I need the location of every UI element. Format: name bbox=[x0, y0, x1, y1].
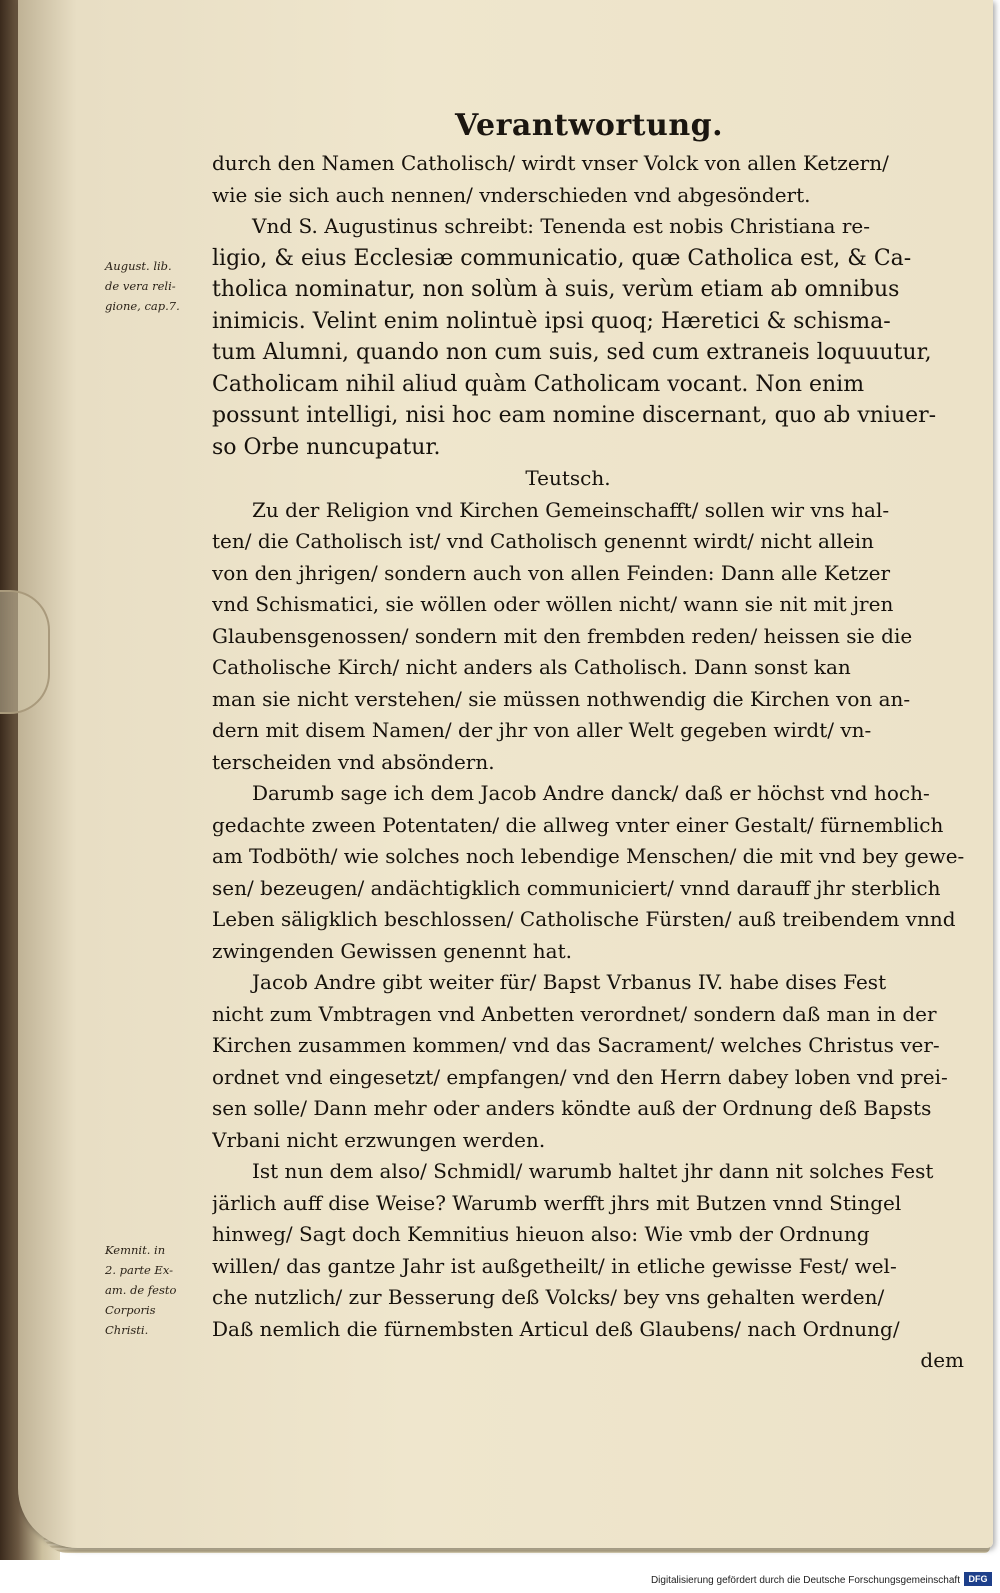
margin-note-line: 2. parte Ex- bbox=[105, 1263, 173, 1277]
margin-note-line: August. lib. bbox=[105, 259, 172, 273]
text-line: Catholische Kirch/ nicht anders als Catholisch. Dann sonst kan bbox=[212, 655, 851, 679]
text-line: sen solle/ Dann mehr oder anders köndte auß der Ordnung deß Bapsts bbox=[212, 1096, 932, 1120]
text-line: dem bbox=[920, 1348, 964, 1372]
text-line: so Orbe nuncupatur. bbox=[212, 434, 441, 460]
margin-note-line: Corporis bbox=[105, 1303, 156, 1317]
text-line: von den jhrigen/ sondern auch von allen Feinden: Dann alle Ketzer bbox=[212, 560, 891, 585]
text-line: man sie nicht verstehen/ sie müssen nothwendig die Kirchen von an- bbox=[212, 686, 911, 711]
margin-note-augustine bbox=[105, 256, 205, 316]
text-line: järlich auff dise Weise? Warumb werfft jhrs mit Butzen vnnd Stingel bbox=[212, 1190, 902, 1215]
text-line: Leben säligklich beschlossen/ Catholische Fürsten/ auß treibendem vnnd bbox=[212, 907, 956, 931]
text-line: vnd Schismatici, sie wöllen oder wöllen nicht/ wann sie nit mit jren bbox=[212, 592, 894, 616]
text-line: durch den Namen Catholisch/ wirdt vnser Volck von allen Ketzern/ bbox=[212, 151, 889, 175]
running-header: Verantwortung. bbox=[455, 108, 724, 143]
text-line: willen/ das gantze Jahr ist außgetheilt/ in etliche gewisse Fest/ wel- bbox=[212, 1253, 897, 1278]
text-line: hinweg/ Sagt doch Kemnitius hieuon also: Wie vmb der Ordnung bbox=[212, 1222, 870, 1246]
text-line: Daß nemlich die fürnembsten Articul deß Glaubens/ nach Ordnung/ bbox=[212, 1316, 900, 1341]
text-line: Jacob Andre gibt weiter für/ Bapst Vrbanus IV. habe dises Fest bbox=[252, 970, 887, 994]
text-line: terscheiden vnd absöndern. bbox=[212, 749, 495, 774]
margin-note-kemnitius bbox=[105, 1240, 205, 1340]
margin-note-line: de vera reli- bbox=[105, 279, 176, 293]
margin-note-line: gione, cap.7. bbox=[105, 299, 180, 313]
margin-note-line: am. de festo bbox=[105, 1283, 177, 1297]
text-line: Catholicam nihil aliud quàm Catholicam vocant. Non enim bbox=[212, 371, 865, 397]
digitization-credit: Digitalisierung gefördert durch die Deutsche Forschungsgemeinschaft bbox=[650, 1575, 960, 1586]
text-line: Ist nun dem also/ Schmidl/ warumb haltet jhr dann nit solches Fest bbox=[252, 1159, 934, 1183]
text-line: Darumb sage ich dem Jacob Andre danck/ daß er höchst vnd hoch- bbox=[252, 781, 930, 805]
text-line: wie sie sich auch nennen/ vnderschieden vnd abgesöndert. bbox=[212, 182, 811, 207]
text-line: ligio, & eius Ecclesiæ communicatio, quæ Catholica est, & Ca- bbox=[212, 245, 912, 271]
text-line: tum Alumni, quando non cum suis, sed cum extraneis loquuutur, bbox=[212, 340, 932, 365]
text-line: nicht zum Vmbtragen vnd Anbetten verordnet/ sondern daß man in der bbox=[212, 1001, 937, 1026]
margin-note-line: Kemnit. in bbox=[105, 1243, 166, 1257]
text-line: sen/ bezeugen/ andächtigklich communiciert/ vnnd darauff jhr sterblich bbox=[212, 875, 941, 900]
page-fold-shadow bbox=[0, 590, 50, 714]
text-line: gedachte zween Potentaten/ die allweg vnter einer Gestalt/ fürnemblich bbox=[212, 812, 944, 837]
section-heading: Teutsch. bbox=[525, 466, 611, 490]
text-line: inimicis. Velint enim nolintuè ipsi quoq; Hæretici & schisma- bbox=[212, 308, 891, 334]
body-text bbox=[212, 148, 964, 1377]
margin-note-line: Christi. bbox=[105, 1323, 149, 1337]
text-line: Glaubensgenossen/ sondern mit den frembden reden/ heissen sie die bbox=[212, 623, 913, 648]
text-line: zwingenden Gewissen genennt hat. bbox=[212, 938, 572, 963]
text-line: Kirchen zusammen kommen/ vnd das Sacrament/ welches Christus ver- bbox=[212, 1033, 940, 1057]
text-line: tholica nominatur, non solùm à suis, verùm etiam ab omnibus bbox=[212, 277, 900, 302]
dfg-logo: DFG bbox=[964, 1572, 992, 1586]
text-line: Zu der Religion vnd Kirchen Gemeinschafft/ sollen wir vns hal- bbox=[252, 497, 890, 522]
text-line: am Todböth/ wie solches noch lebendige Menschen/ die mit vnd bey gewe- bbox=[212, 844, 964, 868]
text-line: ten/ die Catholisch ist/ vnd Catholisch genennt wirdt/ nicht allein bbox=[212, 529, 874, 553]
text-line: possunt intelligi, nisi hoc eam nomine discernant, quo ab vniuer- bbox=[212, 403, 937, 428]
text-line: Vrbani nicht erzwungen werden. bbox=[212, 1127, 546, 1152]
text-line: Vnd S. Augustinus schreibt: Tenenda est nobis Christiana re- bbox=[252, 214, 870, 238]
text-line: ordnet vnd eingesetzt/ empfangen/ vnd den Herrn dabey loben vnd prei- bbox=[212, 1064, 948, 1089]
text-line: dern mit disem Namen/ der jhr von aller Welt gegeben wirdt/ vn- bbox=[212, 718, 872, 742]
text-line: che nutzlich/ zur Besserung deß Volcks/ bey vns gehalten werden/ bbox=[212, 1285, 885, 1309]
